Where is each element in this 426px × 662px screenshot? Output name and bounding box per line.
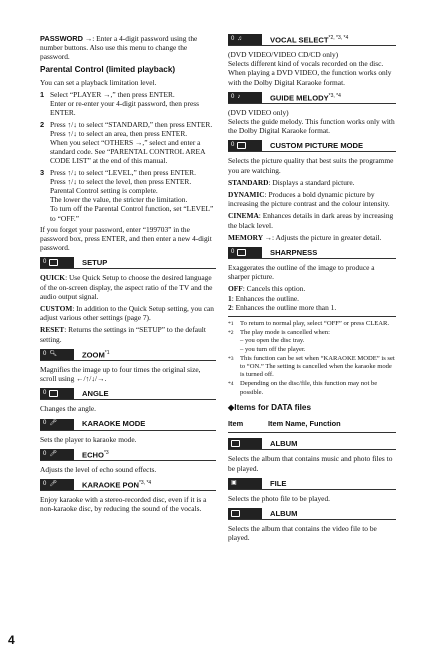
note-ref: *3, *4 xyxy=(328,92,341,99)
setup-header xyxy=(40,257,216,269)
picture-standard xyxy=(228,178,396,187)
karaoke-pon-label xyxy=(82,479,151,490)
sharpness-header xyxy=(228,247,396,259)
chip-number: 0 xyxy=(43,390,47,397)
label-text: ECHO xyxy=(82,450,104,460)
label-text: ZOOM xyxy=(82,350,105,360)
data-file-header xyxy=(228,478,396,490)
sharpness-intro: Exaggerates the outline of the image to produce a sharper picture. xyxy=(228,263,375,282)
chip-number: 0 xyxy=(231,248,235,255)
note-mark: *1 xyxy=(228,321,234,328)
vocal-icon: ♫ xyxy=(237,35,242,42)
term: OFF xyxy=(228,284,243,294)
chip-number: 0 xyxy=(43,450,47,457)
picture-icon xyxy=(237,142,246,149)
data-album-video-header xyxy=(228,508,396,520)
album-icon xyxy=(228,438,262,449)
step-number: 2 xyxy=(40,119,45,129)
footnote-4 xyxy=(228,380,396,396)
definition: : Enhances the outline. xyxy=(231,293,300,303)
text-line: Selects different kind of vocals recorded on the disc. When playing a DVD VIDEO, the function works only with the Dolby Digital Karaoke format. xyxy=(228,59,392,87)
step-number: 1 xyxy=(40,90,45,100)
angle-label: ANGLE xyxy=(82,389,109,399)
camera-angle-icon xyxy=(49,390,58,397)
custom-picture-icon xyxy=(228,140,262,151)
chip-number: 0 xyxy=(231,93,235,100)
definition: : In addition to the Quick Setup setting, you can adjust various other settings (page 7). xyxy=(40,304,214,323)
definition: : Displays a standard picture. xyxy=(268,177,355,187)
note-line: To return to normal play, select “OFF” or press CLEAR. xyxy=(240,320,390,328)
step-2 xyxy=(40,120,216,166)
vocal-select-label xyxy=(270,34,348,45)
col-item: Item xyxy=(228,419,244,429)
note-ref: *2, *3, *4 xyxy=(328,35,349,42)
col-name-function: Item Name, Function xyxy=(268,419,341,429)
step-line: Select “PLAYER →,” then press ENTER. xyxy=(50,90,175,100)
step-3 xyxy=(40,168,216,223)
karaoke-mode-header xyxy=(40,419,216,431)
note-line: – you open the disc tray. xyxy=(240,337,305,345)
term: QUICK xyxy=(40,273,66,283)
chip-number: 0 xyxy=(43,480,47,487)
setup-label: SETUP xyxy=(82,258,108,268)
sharpness-icon xyxy=(228,247,262,258)
note-ref: *1 xyxy=(104,350,110,357)
note-ref: *3 xyxy=(103,449,109,456)
label-text: VOCAL SELECT xyxy=(270,35,329,45)
karaoke-mode-icon xyxy=(40,419,74,430)
toolbox-icon xyxy=(49,259,58,266)
guide-melody-label xyxy=(270,92,341,103)
angle-icon xyxy=(40,388,74,399)
note-line: – you turn off the player. xyxy=(240,345,306,353)
echo-header xyxy=(40,449,216,461)
setup-icon xyxy=(40,257,74,268)
album-text: Selects the album that contains music and photo files to be played. xyxy=(228,454,393,473)
step-line: When you select “OTHERS →,” select and enter a standard code. See “PARENTAL CONTROL AREA CODE LIST” at the end of this manual. xyxy=(50,138,206,166)
chip-number: 0 xyxy=(43,259,47,266)
karaoke-pon-text: Enjoy karaoke with a stereo-recorded disc, even if it is a non-karaoke disc, by reducing the sound of the vocals. xyxy=(40,494,207,514)
picture-cinema xyxy=(228,211,396,229)
definition: : Use Quick Setup to choose the desired language of the on-screen display, the aspect ratio of the TV and the audio output signal. xyxy=(40,273,213,301)
zoom-icon xyxy=(40,349,74,360)
definition: : Returns the settings in “SETUP” to the default setting. xyxy=(40,325,206,344)
file-icon xyxy=(228,478,262,489)
term: RESET xyxy=(40,325,65,335)
definition: : Enhances the outline more than 1. xyxy=(231,302,337,312)
guide-melody-text xyxy=(228,108,396,136)
term: MEMORY → xyxy=(228,232,273,242)
step-line: Parental Control setting is complete. xyxy=(50,186,158,196)
term: STANDARD xyxy=(228,177,269,187)
karaoke-pon-icon xyxy=(40,479,74,490)
text-line: (DVD VIDEO/VIDEO CD/CD only) xyxy=(228,50,339,59)
definition: : Cancels this option. xyxy=(242,284,306,294)
picture-dynamic xyxy=(228,190,396,208)
sharpness-off xyxy=(228,284,396,293)
step-line: Enter or re-enter your 4-digit password, then press ENTER. xyxy=(50,99,199,118)
echo-label xyxy=(82,449,109,460)
album-video-text: Selects the album that contains the video file to be played. xyxy=(228,523,377,543)
setup-custom xyxy=(40,304,216,322)
guide-melody-header xyxy=(228,92,396,104)
footnote-1 xyxy=(228,320,396,328)
password-forget-note: If you forget your password, enter “199703” in the password box, press ENTER, and then enter a new 4-digit password. xyxy=(40,224,212,253)
vocal-select-text xyxy=(228,50,396,87)
picture-memory xyxy=(228,233,396,242)
note-mark: *2 xyxy=(228,330,234,337)
sharpness-1 xyxy=(228,294,396,303)
sharpness-label: SHARPNESS xyxy=(270,247,318,257)
folder-icon xyxy=(231,510,240,517)
text-line: Selects the guide melody. This function works only with the Dolby Digital Karaoke format. xyxy=(228,117,395,136)
step-line: Press ↑/↓ to select “LEVEL,” then press ENTER. xyxy=(50,167,196,177)
melody-icon: ♪ xyxy=(237,93,241,100)
label-text: GUIDE MELODY xyxy=(270,93,329,103)
echo-text: Adjusts the level of echo sound effects. xyxy=(40,464,157,474)
footnote-2 xyxy=(228,329,396,354)
footnotes xyxy=(228,316,396,397)
definition: : Produces a bold dynamic picture by increasing the picture contrast and the colour intensity. xyxy=(228,190,390,209)
step-line: The lower the value, the stricter the limitation. xyxy=(50,195,188,205)
definition: : Enhances details in dark areas by increasing the black level. xyxy=(228,211,394,230)
vocal-select-icon xyxy=(228,34,262,45)
sharpness-frame-icon xyxy=(237,249,246,256)
custom-picture-intro: Selects the picture quality that best suits the programme you are watching. xyxy=(228,156,394,175)
folder-icon xyxy=(231,440,240,447)
arrow-right-icon: → xyxy=(84,34,93,43)
microphone-icon: 🎤︎ xyxy=(49,420,57,427)
password-text: : Enter a 4-digit password using the number buttons. Also use this menu to change the password. xyxy=(40,34,198,62)
custom-picture-header xyxy=(228,140,396,152)
data-album-header xyxy=(228,438,396,450)
step-1 xyxy=(40,90,216,118)
file-label: FILE xyxy=(270,478,287,488)
karaoke-mode-text: Sets the player to karaoke mode. xyxy=(40,434,137,444)
step-line: Press ↑/↓ to select “STANDARD,” then press ENTER. xyxy=(50,119,213,129)
chip-number: 0 xyxy=(231,142,235,149)
guide-melody-icon xyxy=(228,92,262,103)
term: CINEMA xyxy=(228,211,259,221)
microphone-pon-icon: 🎤︎ xyxy=(49,480,57,487)
album-label: ALBUM xyxy=(270,439,298,449)
camera-icon: ▣ xyxy=(231,479,237,486)
custom-picture-label: CUSTOM PICTURE MODE xyxy=(270,141,364,151)
data-items-heading: ◆Items for DATA files xyxy=(228,402,312,412)
angle-header xyxy=(40,388,216,400)
footnote-3 xyxy=(228,355,396,380)
text-line: (DVD VIDEO only) xyxy=(228,107,289,117)
parental-control-heading: Parental Control (limited playback) xyxy=(40,64,176,74)
note-line: Depending on the disc/file, this function may not be possible. xyxy=(240,380,378,396)
note-mark: *3 xyxy=(228,355,234,362)
left-column xyxy=(40,34,216,516)
echo-icon xyxy=(40,449,74,460)
password-paragraph xyxy=(40,34,216,62)
note-mark: *4 xyxy=(228,381,234,388)
echo-waves-icon: 🎤︎ xyxy=(49,450,57,457)
right-column xyxy=(228,34,396,545)
chip-number: 0 xyxy=(43,350,47,357)
zoom-label xyxy=(82,349,110,360)
file-text: Selects the photo file to be played. xyxy=(228,493,331,503)
album-video-icon xyxy=(228,508,262,519)
label-text: KARAOKE PON xyxy=(82,480,139,490)
parental-intro: You can set a playback limitation level. xyxy=(40,77,157,87)
term: 2 xyxy=(228,302,232,312)
karaoke-pon-header xyxy=(40,479,216,491)
karaoke-mode-label: KARAOKE MODE xyxy=(82,419,146,429)
term: 1 xyxy=(228,293,232,303)
step-number: 3 xyxy=(40,167,45,177)
setup-quick xyxy=(40,273,216,301)
angle-text: Changes the angle. xyxy=(40,404,97,414)
note-line: The play mode is cancelled when: xyxy=(240,329,330,337)
page-number: 4 xyxy=(8,633,15,647)
step-line: Press ↑/↓ to select an area, then press ENTER. xyxy=(50,128,188,138)
parental-steps xyxy=(40,90,216,223)
album-video-label: ALBUM xyxy=(270,508,298,518)
definition: : Adjusts the picture in greater detail. xyxy=(272,232,382,242)
magnifier-icon: 🔍︎ xyxy=(49,350,57,357)
note-ref: *3, *4 xyxy=(138,480,152,487)
term: DYNAMIC xyxy=(228,190,265,200)
zoom-header xyxy=(40,349,216,361)
note-line: This function can be set when “KARAOKE MODE” is set to “ON.” The setting is cancelled when the karaoke mode is turned off. xyxy=(240,354,395,379)
vocal-select-header xyxy=(228,34,396,46)
step-line: To turn off the Parental Control function, set “LEVEL” to “OFF.” xyxy=(50,204,214,223)
chip-number: 0 xyxy=(231,35,235,42)
setup-reset xyxy=(40,325,216,343)
sharpness-2 xyxy=(228,303,396,312)
chip-number: 0 xyxy=(43,420,47,427)
password-term: PASSWORD xyxy=(40,34,83,43)
term: CUSTOM xyxy=(40,304,73,314)
zoom-text: Magnifies the image up to four times the original size, scroll using ←/↑/↓/→. xyxy=(40,364,201,384)
data-items-table-header xyxy=(228,416,396,433)
step-line: Press ↑/↓ to select the level, then press ENTER. xyxy=(50,176,192,186)
